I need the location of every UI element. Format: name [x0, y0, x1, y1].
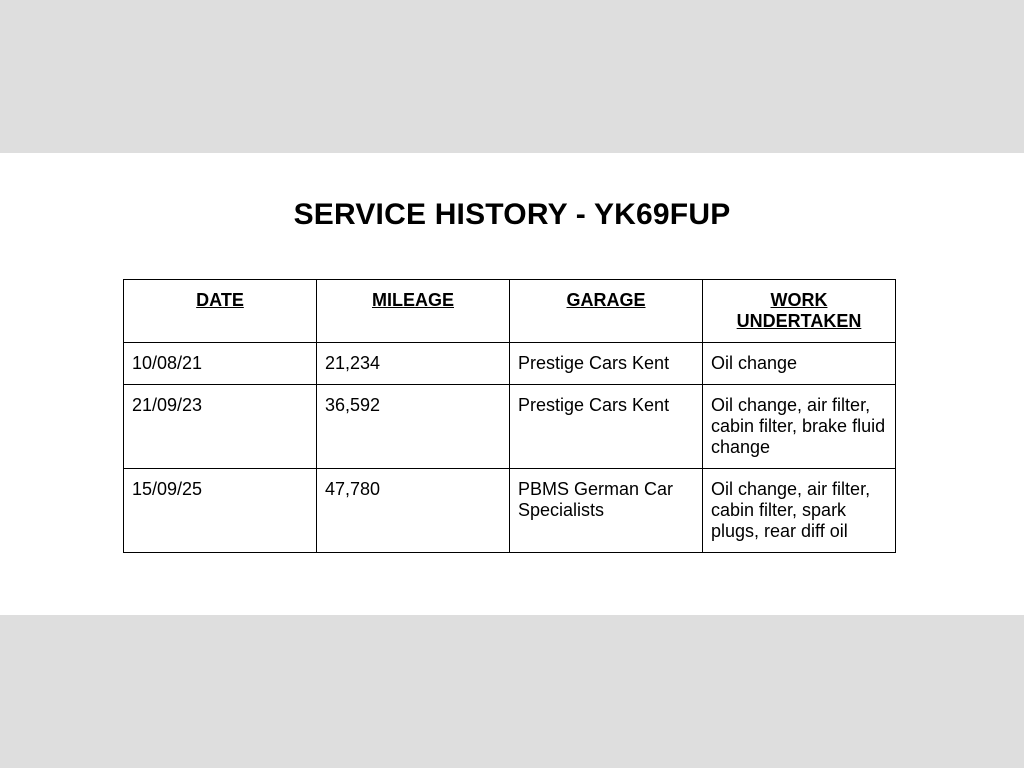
- table-row: [124, 343, 896, 385]
- header-mileage: MILEAGE: [317, 280, 510, 343]
- cell-mileage: 36,592: [317, 385, 510, 469]
- table-header-row: [124, 280, 896, 343]
- cell-mileage: 21,234: [317, 343, 510, 385]
- table-row: [124, 469, 896, 553]
- cell-work-undertaken: Oil change, air filter, cabin filter, brake fluid change: [703, 385, 896, 469]
- header-garage: GARAGE: [510, 280, 703, 343]
- cell-date: 10/08/21: [124, 343, 317, 385]
- cell-mileage: 47,780: [317, 469, 510, 553]
- page-title: SERVICE HISTORY - YK69FUP: [293, 198, 731, 231]
- cell-garage: Prestige Cars Kent: [510, 385, 703, 469]
- header-work-undertaken: WORK UNDERTAKEN: [703, 280, 896, 343]
- document-page: [0, 153, 1024, 615]
- service-history-table: [123, 279, 896, 553]
- cell-work-undertaken: Oil change: [703, 343, 896, 385]
- cell-garage: Prestige Cars Kent: [510, 343, 703, 385]
- cell-garage: PBMS German Car Specialists: [510, 469, 703, 553]
- cell-date: 21/09/23: [124, 385, 317, 469]
- cell-work-undertaken: Oil change, air filter, cabin filter, spark plugs, rear diff oil: [703, 469, 896, 553]
- header-date: DATE: [124, 280, 317, 343]
- cell-date: 15/09/25: [124, 469, 317, 553]
- table-row: [124, 385, 896, 469]
